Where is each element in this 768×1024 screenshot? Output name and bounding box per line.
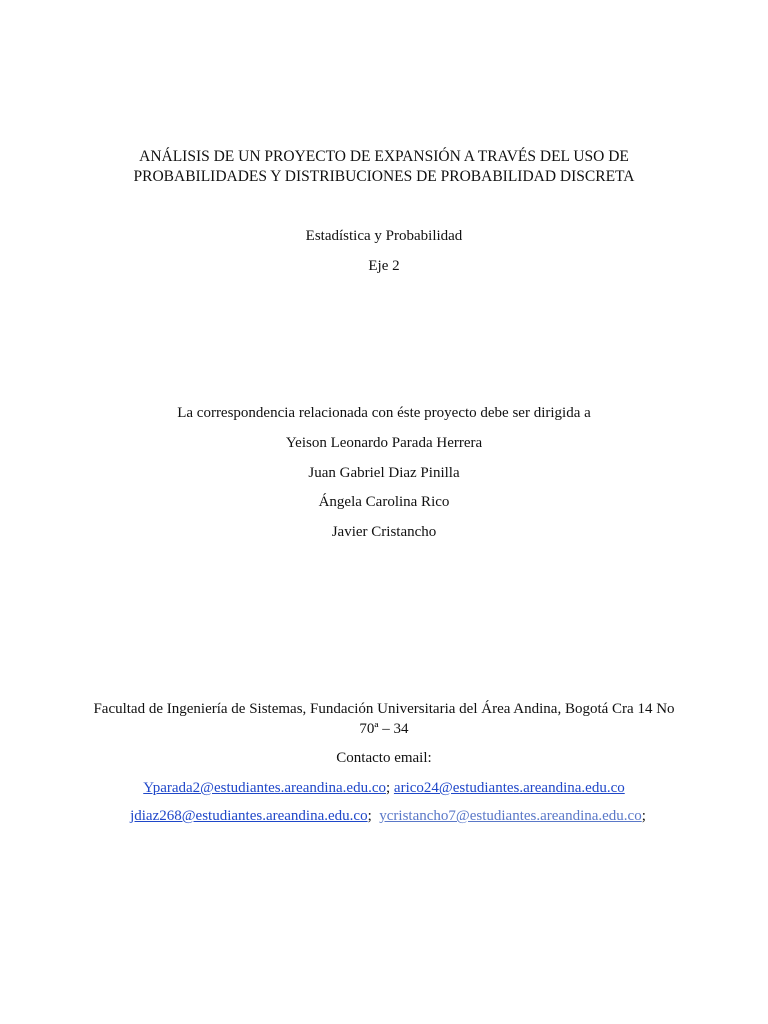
affiliation-line-2: 70ª – 34 [359,721,409,737]
affiliation-line-1: Facultad de Ingeniería de Sistemas, Fundación Universitaria del Área Andina, Bogotá Cra 14 No [93,701,675,717]
email-link-jdiaz[interactable]: jdiaz268@estudiantes.areandina.edu.co [130,808,368,824]
email-link-ycristancho[interactable]: ycristancho7@estudiantes.areandina.edu.co [379,808,642,824]
email-separator: ; [641,808,646,824]
email-separator: ; [367,808,372,824]
title-line-2: PROBABILIDADES Y DISTRIBUCIONES DE PROBABILIDAD DISCRETA [133,168,635,185]
correspondence-note: La correspondencia relacionada con éste proyecto debe ser dirigida a [177,405,591,421]
author-4: Javier Cristancho [331,524,437,540]
email-row-1 [0,778,768,798]
email-separator: ; [386,780,391,796]
author-2: Juan Gabriel Diaz Pinilla [308,465,460,481]
author-3: Ángela Carolina Rico [318,494,450,510]
course-name: Estadística y Probabilidad [305,228,463,244]
title-line-1: ANÁLISIS DE UN PROYECTO DE EXPANSIÓN A TRAVÉS DEL USO DE [139,148,629,165]
email-link-yparada[interactable]: Yparada2@estudiantes.areandina.edu.co [143,780,386,796]
author-1: Yeison Leonardo Parada Herrera [285,435,483,451]
email-link-arico[interactable]: arico24@estudiantes.areandina.edu.co [393,780,625,796]
contact-label: Contacto email: [336,750,432,766]
email-row-2 [4,806,768,826]
unit-label: Eje 2 [368,258,400,274]
